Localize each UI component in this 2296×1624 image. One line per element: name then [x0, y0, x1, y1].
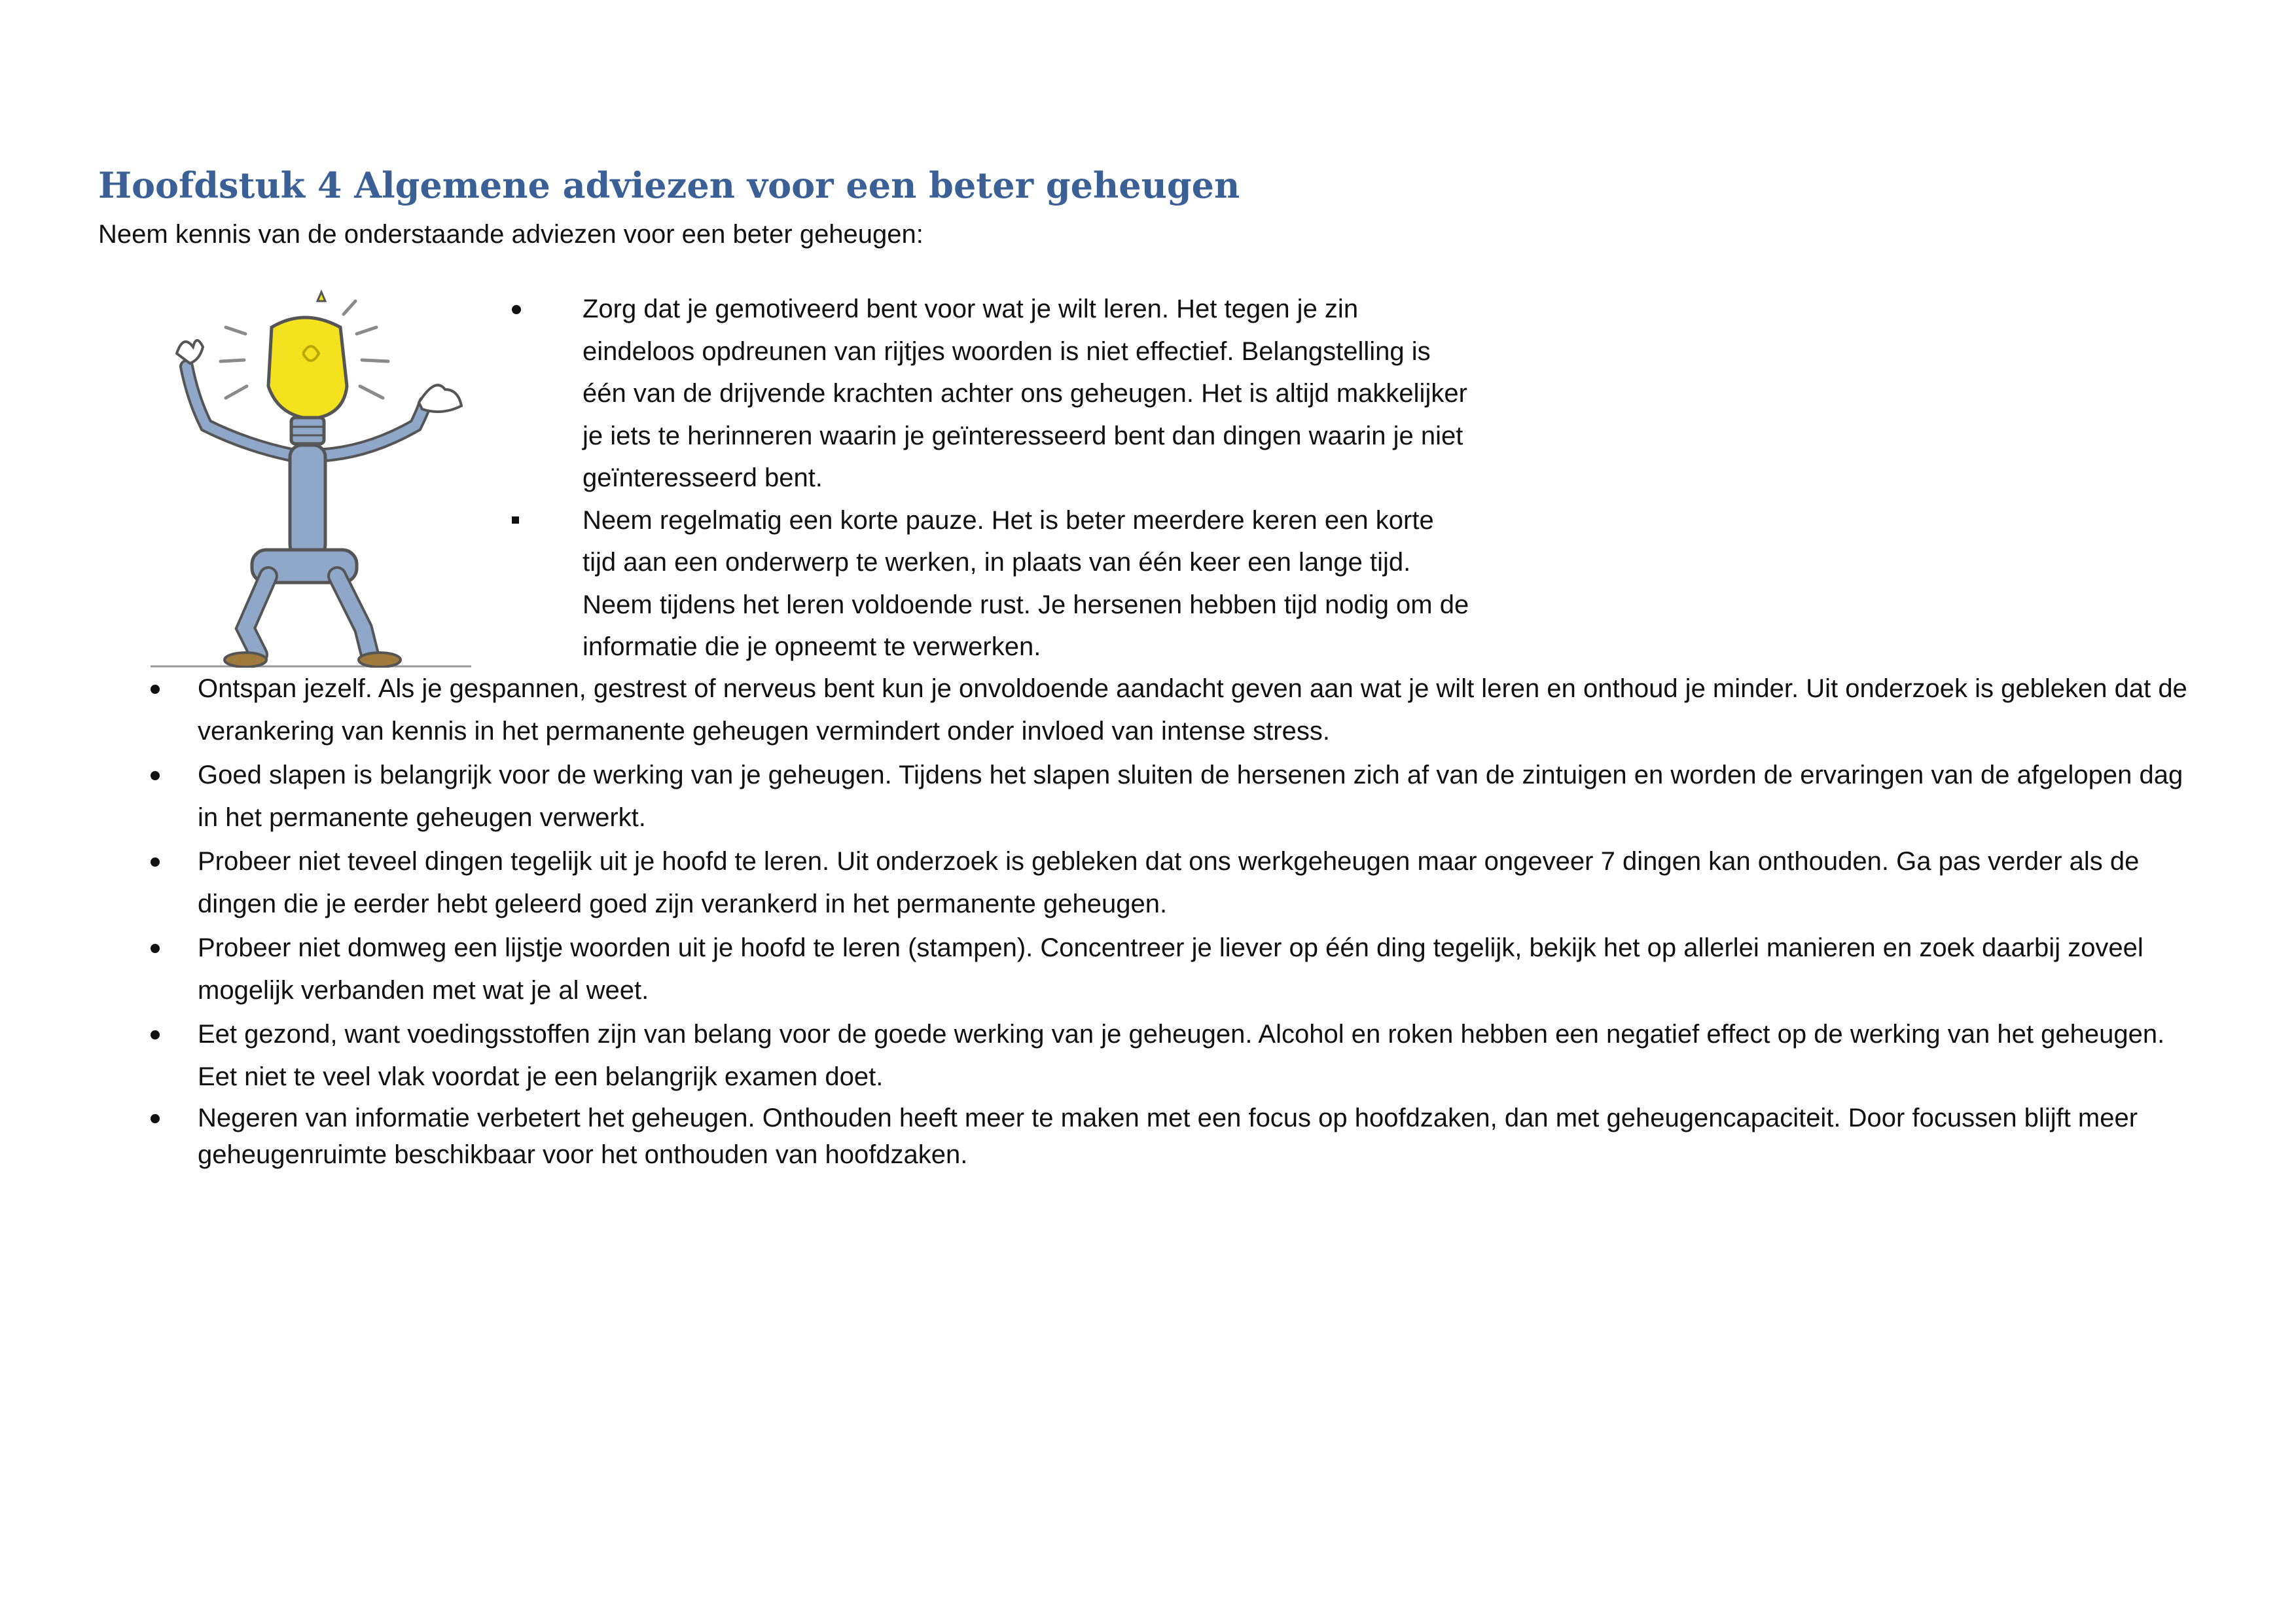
- chapter-heading: Hoofdstuk 4 Algemene adviezen voor een beter geheugen: [98, 164, 1240, 206]
- list-item: Negeren van informatie verbetert het geheugen. Onthouden heeft meer te maken met een focus op hoofdzaken, dan met geheugencapaciteit. Door focussen blijft meer geheugenruimte beschikbaar voor het onthouden van hoofdzaken.: [98, 1100, 2206, 1173]
- advice-list-top: [504, 288, 1551, 668]
- list-item-line: informatie die je opneemt te verwerken.: [583, 632, 1041, 661]
- list-item: Probeer niet domweg een lijstje woorden uit je hoofd te leren (stampen). Concentreer je liever op één ding tegelijk, bekijk het op allerlei manieren en zoek daarbij zoveel mogelijk verbanden met wat je al weet.: [98, 927, 2206, 1012]
- list-item-line: één van de drijvende krachten achter ons geheugen. Het is altijd makkelijker: [583, 379, 1467, 408]
- list-item-line: je iets te herinneren waarin je geïnteresseerd bent dan dingen waarin je niet: [583, 421, 1463, 450]
- list-item-line: eindeloos opdreunen van rijtjes woorden is niet effectief. Belangstelling is: [583, 336, 1431, 366]
- lightbulb-figure-icon: [147, 288, 475, 668]
- list-item: Ontspan jezelf. Als je gespannen, gestrest of nerveus bent kun je onvoldoende aandacht geven aan wat je wilt leren en onthoud je minder. Uit onderzoek is gebleken dat de verankering van kennis in het permanente geheugen vermindert onder invloed van intense stress.: [98, 668, 2206, 753]
- list-item-line: tijd aan een onderwerp te werken, in plaats van één keer een lange tijd.: [583, 548, 1411, 577]
- list-item-line: Neem tijdens het leren voldoende rust. Je hersenen hebben tijd nodig om de: [583, 590, 1469, 619]
- advice-list-main: [98, 668, 2206, 1174]
- list-item: [504, 499, 1551, 668]
- list-item-line: geïnteresseerd bent.: [583, 463, 823, 492]
- list-item: [504, 288, 1551, 499]
- list-item: Goed slapen is belangrijk voor de werking van je geheugen. Tijdens het slapen sluiten de hersenen zich af van de zintuigen en worden de ervaringen van de afgelopen dag in het permanente geheugen verwerkt.: [98, 754, 2206, 839]
- list-item: Probeer niet teveel dingen tegelijk uit je hoofd te leren. Uit onderzoek is gebleken dat ons werkgeheugen maar ongeveer 7 dingen kan onthouden. Ga pas verder als de dingen die je eerder hebt geleerd goed zijn verankerd in het permanente geheugen.: [98, 840, 2206, 926]
- list-item-line: Zorg dat je gemotiveerd bent voor wat je wilt leren. Het tegen je zin: [583, 295, 1359, 323]
- list-item-line: Neem regelmatig een korte pauze. Het is beter meerdere keren een korte: [583, 505, 1434, 535]
- list-item: Eet gezond, want voedingsstoffen zijn van belang voor de goede werking van je geheugen. Alcohol en roken hebben een negatief effect op de werking van het geheugen. Eet niet te veel vlak voordat je een belangrijk examen doet.: [98, 1013, 2206, 1098]
- intro-text: Neem kennis van de onderstaande adviezen voor een beter geheugen:: [98, 220, 924, 249]
